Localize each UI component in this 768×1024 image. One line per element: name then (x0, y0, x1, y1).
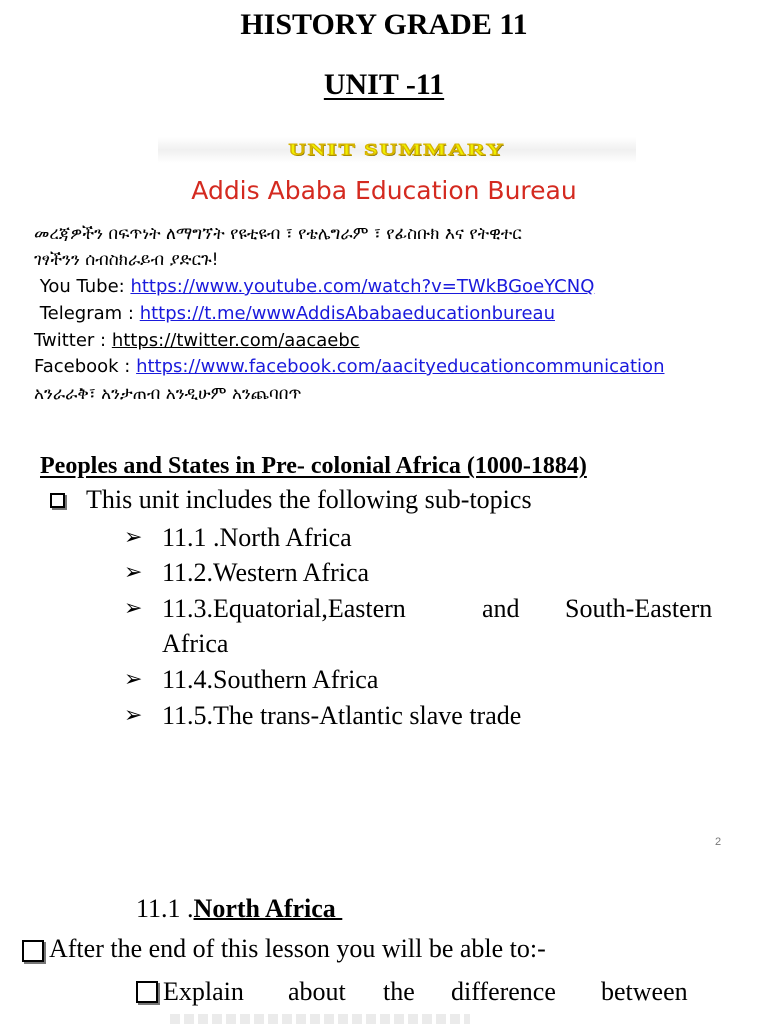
bureau-name: Addis Ababa Education Bureau (191, 176, 577, 205)
youtube-label: You Tube: (34, 276, 131, 297)
arrow-bullet-icon: ➢ (124, 667, 143, 692)
subscribe-intro-line1: መረጃዎችን በፍጥነት ለማግኘት የዩቲዩብ ፣ የቴሌግራም ፣ የፊስቡክ እና የትዊተር (34, 224, 522, 244)
unit-title: UNIT -11 (323, 68, 445, 101)
checkbox-bullet-icon (22, 940, 44, 962)
unit-summary-wordart: UNIT SUMMARY (288, 140, 506, 160)
arrow-bullet-icon: ➢ (124, 703, 143, 728)
lesson-number: 11.1 . (136, 894, 194, 923)
twitter-line (34, 328, 360, 354)
subscribe-intro-line2: ገፃችንን ሰብስክራይብ ያድርጉ! (34, 250, 219, 270)
youtube-line (34, 274, 594, 300)
lesson-title: North Africa (193, 894, 343, 923)
document-title: HISTORY GRADE 11 (240, 8, 528, 41)
page-number: 2 (715, 836, 722, 848)
section-heading: Peoples and States in Pre- colonial Africa (1000-1884) (40, 453, 587, 479)
telegram-label: Telegram : (34, 303, 140, 324)
facebook-line (34, 354, 664, 380)
unit-summary-banner (158, 137, 636, 163)
telegram-link[interactable]: https://t.me/wwwAddisAbabaeducationbureau (139, 303, 555, 324)
subtopics-intro: This unit includes the following sub-topics (86, 485, 532, 514)
subtopic-list: ➢ 11.1 .North Africa ➢ 11.2.Western Africa ➢ 11.3.Equatorial,Eastern and South-Eastern Africa ➢ 11.4.Southern Africa ➢ 11.5.The trans-Atlantic slave trade (124, 523, 713, 730)
cropped-text-line (170, 1014, 470, 1024)
objective-intro: After the end of this lesson you will be able to:- (49, 934, 546, 963)
facebook-label: Facebook : (34, 356, 137, 377)
lesson-heading (136, 893, 342, 925)
facebook-link[interactable]: https://www.facebook.com/aacityeducationcommunication (136, 356, 665, 377)
checkbox-bullet-icon (50, 493, 65, 508)
arrow-bullet-icon: ➢ (124, 525, 143, 550)
arrow-bullet-icon: ➢ (124, 560, 143, 585)
objective-item: Explain about the difference between (136, 976, 736, 1012)
telegram-line (34, 301, 555, 327)
checkbox-bullet-icon (136, 981, 158, 1003)
twitter-link[interactable]: https://twitter.com/aacaebc (111, 330, 360, 351)
closing-line: አንራራቅ፣ አንታጠብ አንዲሁም አንጨባበጥ (34, 384, 302, 401)
arrow-bullet-icon: ➢ (124, 596, 143, 621)
youtube-link[interactable]: https://www.youtube.com/watch?v=TWkBGoeYCNQ (130, 276, 595, 297)
twitter-label: Twitter : (34, 330, 112, 351)
